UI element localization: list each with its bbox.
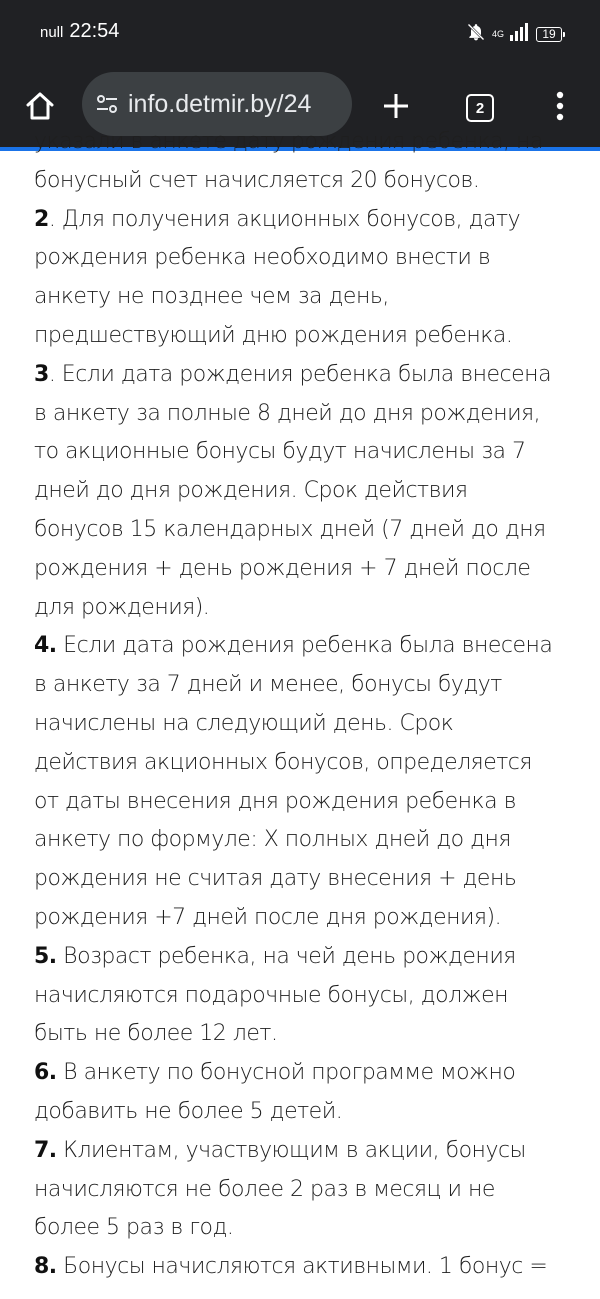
item-number: 3: [34, 361, 49, 387]
text-line: [34, 123, 574, 162]
text-segment: от даты внесения дня рождения ребенка в: [34, 788, 516, 814]
page-content[interactable]: [0, 129, 600, 1299]
text-segment: анкету не позднее чем за день,: [34, 284, 389, 310]
text-line: [34, 977, 574, 1016]
text-segment: быть не более 12 лет.: [34, 1021, 278, 1047]
network-type: 4G: [491, 28, 504, 39]
text-segment: . Если дата рождения ребенка была внесена: [48, 361, 552, 387]
item-number: 4.: [34, 633, 57, 659]
text-line: [34, 472, 574, 511]
text-line: [34, 278, 574, 317]
home-icon: [24, 90, 56, 126]
text-line: [34, 938, 574, 977]
url-text: info.detmir.by/24: [128, 89, 312, 118]
item-number: 8.: [34, 1254, 57, 1280]
text-segment: рождения + день рождения + 7 дней после: [34, 555, 531, 581]
item-number: 7.: [34, 1137, 57, 1163]
item-number: 5.: [34, 943, 57, 969]
text-segment: начисляются подарочные бонусы, должен: [34, 982, 509, 1008]
text-line: [34, 627, 574, 666]
item-number: 2: [34, 206, 49, 232]
text-line: [34, 1171, 574, 1210]
text-line: [34, 162, 574, 201]
text-segment: действия акционных бонусов, определяется: [34, 749, 532, 775]
text-line: [34, 356, 574, 395]
status-bar: [0, 0, 600, 68]
article-text: [34, 123, 574, 1287]
text-line: [34, 744, 574, 783]
text-segment: рождения ребенка необходимо внести в: [34, 245, 491, 271]
plus-icon: [382, 92, 410, 124]
text-segment: Если дата рождения ребенка была внесена: [56, 633, 553, 659]
text-line: [34, 783, 574, 822]
text-line: [34, 433, 574, 472]
carrier-label: null: [40, 24, 64, 41]
text-line: [34, 1132, 574, 1171]
text-line: [34, 317, 574, 356]
text-segment: указали в анкете дату рождения ребенка, на: [34, 129, 543, 154]
text-segment: Возраст ребенка, на чей день рождения: [56, 943, 516, 969]
text-segment: . Для получения акционных бонусов, дату: [48, 206, 521, 232]
text-segment: бонусный счет начисляется 20 бонусов.: [34, 167, 480, 193]
status-right: [466, 22, 562, 46]
bell-off-icon: [466, 22, 486, 46]
text-segment: рождения не считая дату внесения + день: [34, 866, 517, 892]
text-segment: начислены на следующий день. Срок: [34, 710, 454, 736]
text-segment: добавить не более 5 детей.: [34, 1098, 343, 1124]
text-line: [34, 589, 574, 628]
text-line: [34, 550, 574, 589]
signal-icon: [510, 23, 530, 45]
tab-counter-icon: 2: [466, 94, 494, 122]
text-segment: дней до дня рождения. Срок действия: [34, 478, 468, 504]
more-vert-icon: [555, 91, 565, 125]
text-line: [34, 860, 574, 899]
text-segment: в анкету за 7 дней и менее, бонусы будут: [34, 672, 502, 698]
text-line: [34, 1209, 574, 1248]
clock: 22:54: [69, 20, 120, 42]
status-left: [40, 20, 119, 43]
text-line: [34, 1054, 574, 1093]
text-segment: бонусов 15 календарных дней (7 дней до дня: [34, 516, 546, 542]
text-segment: рождения +7 дней после дня рождения).: [34, 904, 502, 930]
text-line: [34, 1015, 574, 1054]
text-line: [34, 1093, 574, 1132]
text-segment: Клиентам, участвующим в акции, бонусы: [56, 1137, 526, 1163]
text-line: [34, 899, 574, 938]
text-segment: начисляются не более 2 раз в месяц и не: [34, 1176, 495, 1202]
text-line: [34, 201, 574, 240]
text-segment: более 5 раз в год.: [34, 1215, 234, 1241]
text-segment: Бонусы начисляются активными. 1 бонус =: [56, 1254, 548, 1280]
text-segment: для рождения).: [34, 594, 210, 620]
text-segment: то акционные бонусы будут начислены за 7: [34, 439, 526, 465]
text-line: [34, 821, 574, 860]
text-line: [34, 395, 574, 434]
battery-icon: [536, 27, 562, 42]
text-line: [34, 666, 574, 705]
text-segment: в анкету за полные 8 дней до дня рождения,: [34, 400, 541, 426]
text-segment: предшествующий дню рождения ребенка.: [34, 322, 513, 348]
text-line: [34, 705, 574, 744]
item-number: 6.: [34, 1060, 57, 1086]
tune-icon[interactable]: [94, 91, 120, 117]
text-segment: анкету по формуле: X полных дней до дня: [34, 827, 511, 853]
text-line: [34, 511, 574, 550]
text-line: [34, 239, 574, 278]
text-segment: В анкету по бонусной программе можно: [56, 1060, 516, 1086]
battery-level: 19: [542, 27, 556, 41]
text-line: [34, 1248, 574, 1287]
